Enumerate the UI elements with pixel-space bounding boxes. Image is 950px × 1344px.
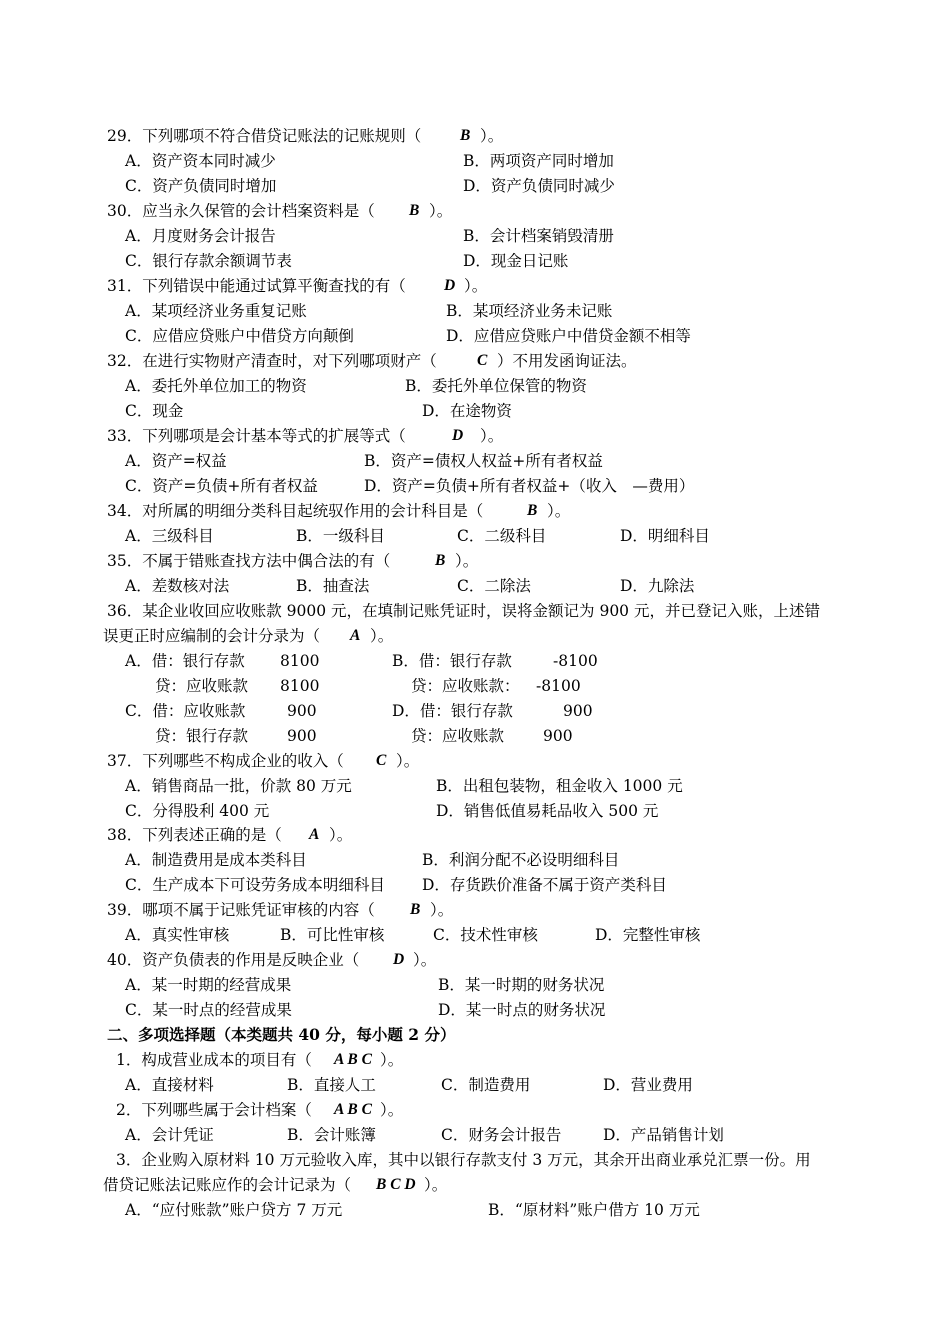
option-a: A．三级科目 [125,527,214,545]
option-c: C．分得股利 400 元 [125,802,270,820]
option-d: D．完整性审核 [595,926,701,944]
option-d: D．销售低值易耗品收入 500 元 [436,802,659,820]
option-b: B．出租包装物，租金收入 1000 元 [436,777,683,795]
question-text: 31．下列错误中能通过试算平衡查找的有（ [107,277,406,295]
option-c: C．二除法 [457,577,531,595]
entry-label: D．借：银行存款 [392,702,513,720]
question-text: 40．资产负债表的作用是反映企业（ [107,951,360,969]
option-c: C．制造费用 [441,1076,531,1094]
answer-mark: C [376,752,387,769]
option-a: A．会计凭证 [125,1126,214,1144]
option-c: C．财务会计报告 [441,1126,562,1144]
option-b: B．一级科目 [296,527,385,545]
option-c: C．某一时点的经营成果 [125,1001,292,1019]
option-d: D．九除法 [620,577,695,595]
option-c: C．资产=负债+所有者权益 [125,477,318,495]
question-tail: ）。 [464,277,488,295]
option-a: A．差数核对法 [125,577,230,595]
question-tail: ）。 [380,1051,404,1069]
question-tail: ）。 [424,1176,448,1194]
answer-mark: B [460,127,471,144]
option-a: A．直接材料 [125,1076,214,1094]
question-text: 35．不属于错账查找方法中偶合法的有（ [107,552,391,570]
entry-label: 贷：应收账款 [411,727,505,745]
question-tail: ）。 [413,951,437,969]
option-d: D．明细科目 [620,527,710,545]
option-b: B．两项资产同时增加 [463,152,614,170]
option-b: B．抽查法 [296,577,370,595]
option-c: C．生产成本下可设劳务成本明细科目 [125,876,385,894]
question-text-cont: 借贷记账法记账应作的会计记录为（ [103,1176,352,1194]
option-b: B．利润分配不必设明细科目 [422,851,620,869]
option-b: B．某项经济业务未记账 [446,302,613,320]
answer-mark: D [452,427,464,444]
question-tail: ）。 [547,502,571,520]
answer-mark: A B C [334,1051,372,1068]
option-b: B．会计档案销毁清册 [463,227,614,245]
option-d: D．现金日记账 [463,252,569,270]
option-c: C．技术性审核 [433,926,538,944]
answer-mark: A B C [334,1101,372,1118]
option-c: C．银行存款余额调节表 [125,252,292,270]
option-c: C．应借应贷账户中借贷方向颠倒 [125,327,354,345]
answer-mark: C [477,352,488,369]
option-a: A．制造费用是成本类科目 [125,851,307,869]
entry-label: B．借：银行存款 [392,652,512,670]
question-tail: ）。 [380,1101,404,1119]
entry-label: 贷：银行存款 [155,727,249,745]
option-d: D．营业费用 [603,1076,693,1094]
question-text: 30．应当永久保管的会计档案资料是（ [107,202,375,220]
option-b: B．委托外单位保管的物资 [405,377,587,395]
entry-label: 贷：应收账款 [155,677,249,695]
section-title: 二、多项选择题（本类题共 40 分，每小题 2 分） [107,1025,456,1044]
entry-amount: 900 [287,727,317,745]
question-tail: ）。 [455,552,479,570]
question-text: 38．下列表述正确的是（ [107,826,282,844]
option-a: A．资产=权益 [125,452,227,470]
option-c: C．二级科目 [457,527,547,545]
answer-mark: B C D [376,1176,416,1193]
question-text: 2．下列哪些属于会计档案（ [116,1101,312,1119]
question-text: 36．某企业收回应收账款 9000 元，在填制记账凭证时，误将金额记为 900 元，并已登记入账，上述错 [107,602,820,620]
answer-mark: B [410,901,421,918]
question-tail: ）。 [329,826,353,844]
entry-amount: -8100 [536,677,581,695]
question-text: 33．下列哪项是会计基本等式的扩展等式（ [107,427,406,445]
option-a: A．月度财务会计报告 [125,227,276,245]
answer-mark: B [435,552,446,569]
answer-mark: D [444,277,456,294]
entry-label: A．借：银行存款 [125,652,245,670]
question-tail: ）。 [396,752,420,770]
option-a: A．销售商品一批，价款 80 万元 [125,777,352,795]
entry-label: C．借：应收账款 [125,702,246,720]
question-tail: ）。 [480,127,504,145]
option-d: D．在途物资 [422,402,512,420]
option-d: D．资产负债同时减少 [463,177,615,195]
option-b: B．某一时期的财务状况 [438,976,605,994]
option-b: B．会计账簿 [287,1126,376,1144]
question-text: 29．下列哪项不符合借贷记账法的记账规则（ [107,127,422,145]
option-a: A．“应付账款”账户贷方 7 万元 [125,1201,343,1219]
option-c: C．资产负债同时增加 [125,177,277,195]
question-text: 1．构成营业成本的项目有（ [116,1051,312,1069]
option-a: A．委托外单位加工的物资 [125,377,307,395]
option-b: B．资产=债权人权益+所有者权益 [364,452,603,470]
question-text: 37．下列哪些不构成企业的收入（ [107,752,344,770]
answer-mark: A [309,826,320,843]
entry-amount: 900 [543,727,573,745]
option-b: B．直接人工 [287,1076,376,1094]
option-d: D．产品销售计划 [603,1126,724,1144]
question-tail: ）。 [480,427,504,445]
option-a: A．某项经济业务重复记账 [125,302,307,320]
question-tail: ）。 [370,627,394,645]
question-tail: ）。 [429,202,453,220]
answer-mark: B [409,202,420,219]
question-text: 3．企业购入原材料 10 万元验收入库，其中以银行存款支付 3 万元，其余开出商业承兑汇票一份。用 [116,1151,811,1169]
question-text: 34．对所属的明细分类科目起统驭作用的会计科目是（ [107,502,484,520]
option-d: D．存货跌价准备不属于资产类科目 [422,876,667,894]
option-b: B．可比性审核 [280,926,385,944]
entry-amount: 900 [563,702,593,720]
option-row [0,1200,700,1260]
entry-amount: 8100 [280,677,320,695]
question-tail: ）。 [430,901,454,919]
option-a: A．资产资本同时减少 [125,152,276,170]
option-d: D．某一时点的财务状况 [438,1001,606,1019]
answer-mark: B [527,502,538,519]
answer-mark: D [393,951,405,968]
question-text-cont: 误更正时应编制的会计分录为（ [103,627,321,645]
entry-amount: -8100 [553,652,598,670]
question-text: 32．在进行实物财产清查时，对下列哪项财产（ [107,352,437,370]
option-d: D．应借应贷账户中借贷金额不相等 [446,327,691,345]
option-a: A．某一时期的经营成果 [125,976,292,994]
entry-amount: 8100 [280,652,320,670]
entry-label: 贷：应收账款： [411,677,520,695]
option-b: B．“原材料”账户借方 10 万元 [488,1201,700,1219]
option-d: D．资产=负债+所有者权益+（收入 —费用） [364,477,695,495]
option-c: C．现金 [125,402,184,420]
option-a: A．真实性审核 [125,926,230,944]
answer-mark: A [350,627,361,644]
question-text: 39．哪项不属于记账凭证审核的内容（ [107,901,375,919]
entry-amount: 900 [287,702,317,720]
question-tail: ）不用发函询证法。 [497,352,637,370]
